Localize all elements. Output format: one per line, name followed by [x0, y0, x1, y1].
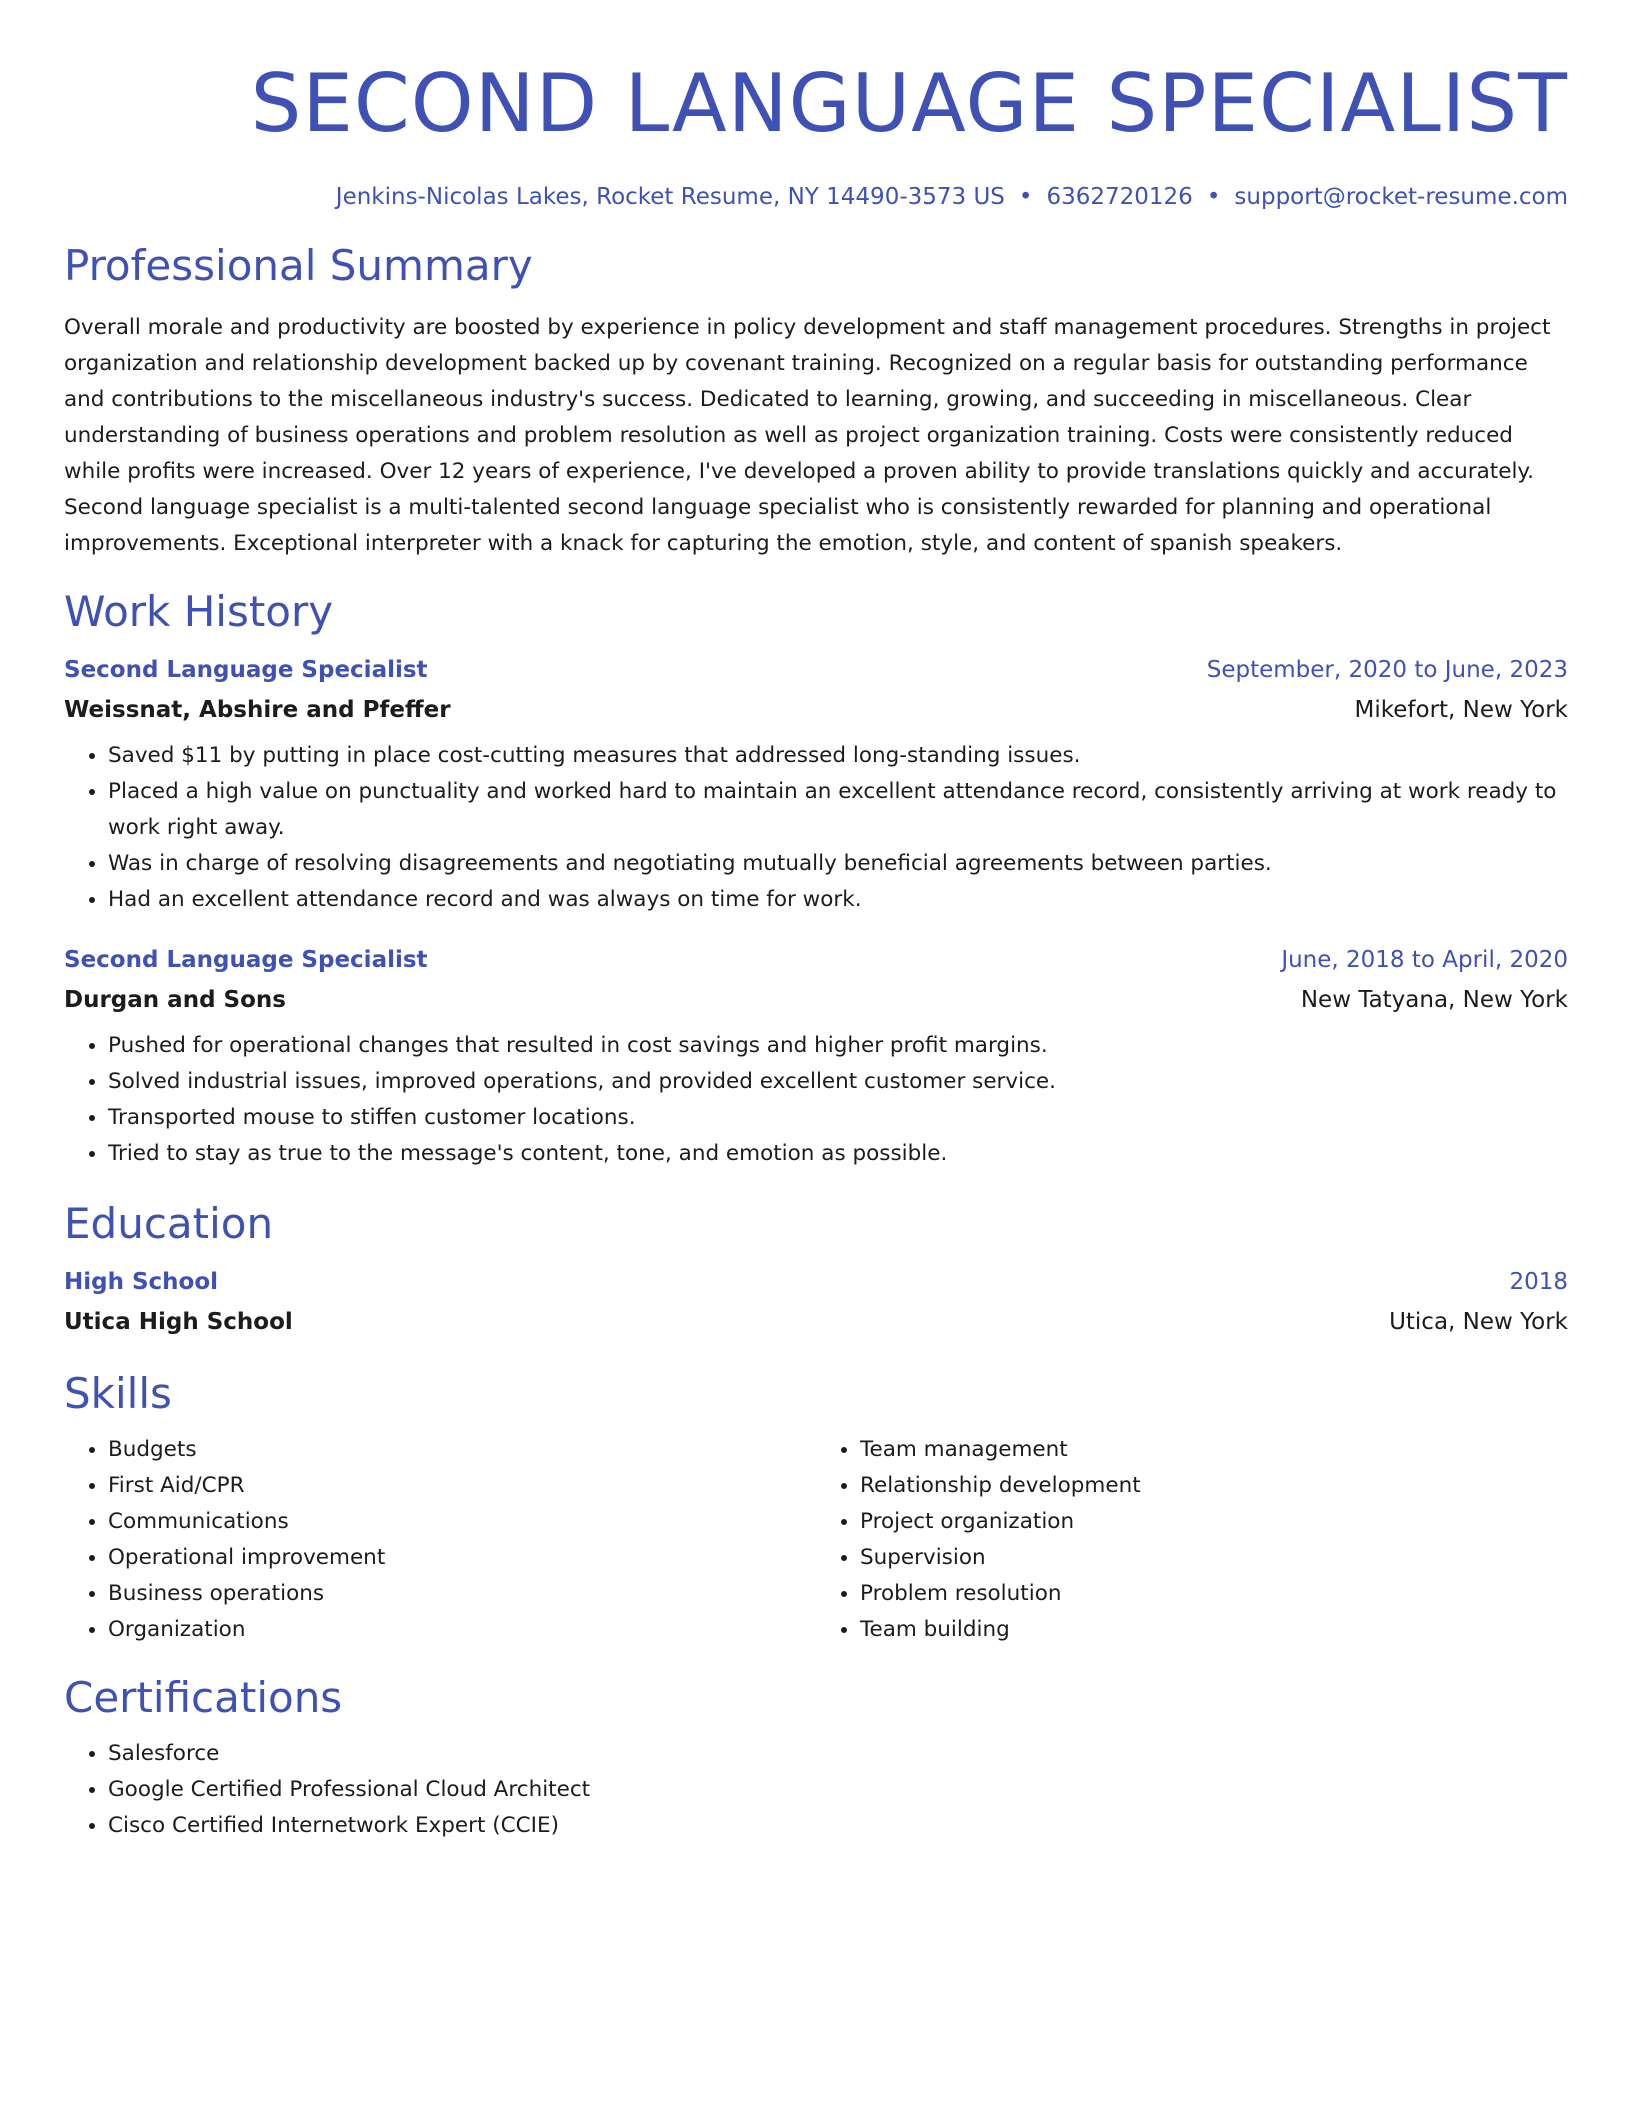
list-item: • Was in charge of resolving disagreements and negotiating mutually beneficial agreements between parties. — [108, 846, 1568, 882]
summary-heading: Professional Summary — [64, 241, 533, 290]
job-title: Second Language Specialist — [64, 657, 428, 683]
job-dates: June, 2018 to April, 2020 — [1281, 947, 1568, 973]
list-item: • Solved industrial issues, improved operations, and provided excellent customer service. — [108, 1064, 1568, 1100]
list-item: • Problem resolution — [860, 1576, 1568, 1612]
education-degree: High School — [64, 1269, 219, 1295]
contact-address: Jenkins-Nicolas Lakes, Rocket Resume, NY 14490-3573 US — [335, 184, 1005, 210]
contact-phone[interactable]: 6362720126 — [1046, 184, 1193, 210]
job-location: New Tatyana, New York — [1300, 987, 1568, 1013]
work-history-heading: Work History — [64, 587, 334, 636]
job-company: Durgan and Sons — [64, 987, 286, 1013]
list-item: • Relationship development — [860, 1468, 1568, 1504]
education-heading: Education — [64, 1199, 274, 1248]
list-item: • Budgets — [108, 1432, 816, 1468]
list-item: • Cisco Certified Internetwork Expert (CCIE) — [108, 1808, 1568, 1844]
work-history-section — [64, 586, 1568, 1172]
list-item: • Organization — [108, 1612, 816, 1648]
list-item: • Salesforce — [108, 1736, 1568, 1772]
list-item: • Pushed for operational changes that resulted in cost savings and higher profit margins. — [108, 1028, 1568, 1064]
list-item: • Placed a high value on punctuality and worked hard to maintain an excellent attendance record, consistently arriving at work ready to work right away. — [108, 774, 1568, 846]
list-item: • Had an excellent attendance record and was always on time for work. — [108, 882, 1568, 918]
list-item: • Saved $11 by putting in place cost-cutting measures that addressed long-standing issues. — [108, 738, 1568, 774]
skills-list-left — [64, 1432, 816, 1648]
job-entry — [64, 940, 1568, 1172]
summary-text: Overall morale and productivity are boosted by experience in policy development and staff management procedures. Strengths in project organization and relationship development backed up by covenant training. Recognized on a regular basis for outstanding performance and contributions to the miscellaneous industry's success. Dedicated to learning, growing, and succeeding in miscellaneous. Clear understanding of business operations and problem resolution as well as project organization training. Costs were consistently reduced while profits were increased. Over 12 years of experience, I've developed a proven ability to provide translations quickly and accurately. Second language specialist is a multi-talented second language specialist who is consistently rewarded for planning and operational improvements. Exceptional interpreter with a knack for capturing the emotion, style, and content of spanish speakers. — [64, 315, 1551, 556]
skills-heading: Skills — [64, 1369, 172, 1418]
job-title: Second Language Specialist — [64, 947, 428, 973]
job-location: Mikefort, New York — [1354, 697, 1568, 723]
certifications-heading: Certifications — [64, 1673, 343, 1722]
contact-separator: • — [1206, 184, 1221, 210]
list-item: • Operational improvement — [108, 1540, 816, 1576]
education-year: 2018 — [1509, 1269, 1568, 1295]
list-item: • Transported mouse to stiffen customer locations. — [108, 1100, 1568, 1136]
list-item: • Project organization — [860, 1504, 1568, 1540]
certifications-list — [64, 1736, 1568, 1844]
summary-section — [64, 240, 1568, 562]
contact-email[interactable]: support@rocket-resume.com — [1234, 184, 1568, 210]
list-item: • Supervision — [860, 1540, 1568, 1576]
list-item: • Communications — [108, 1504, 816, 1540]
certifications-section — [64, 1672, 1568, 1844]
list-item: • Business operations — [108, 1576, 816, 1612]
education-school: Utica High School — [64, 1309, 293, 1335]
job-entry — [64, 650, 1568, 918]
job-bullets — [64, 1028, 1568, 1172]
skills-section — [64, 1368, 1568, 1648]
job-bullets — [64, 738, 1568, 918]
education-location: Utica, New York — [1389, 1309, 1568, 1335]
education-section — [64, 1198, 1568, 1342]
list-item: • Team building — [860, 1612, 1568, 1648]
skills-list-right — [816, 1432, 1568, 1648]
contact-line — [64, 182, 1568, 212]
list-item: • Google Certified Professional Cloud Architect — [108, 1772, 1568, 1808]
contact-separator: • — [1018, 184, 1033, 210]
list-item: • Tried to stay as true to the message's content, tone, and emotion as possible. — [108, 1136, 1568, 1172]
job-company: Weissnat, Abshire and Pfeffer — [64, 697, 451, 723]
list-item: • First Aid/CPR — [108, 1468, 816, 1504]
candidate-name: SECOND LANGUAGE SPECIALIST — [250, 57, 1568, 150]
job-dates: September, 2020 to June, 2023 — [1206, 657, 1568, 683]
list-item: • Team management — [860, 1432, 1568, 1468]
